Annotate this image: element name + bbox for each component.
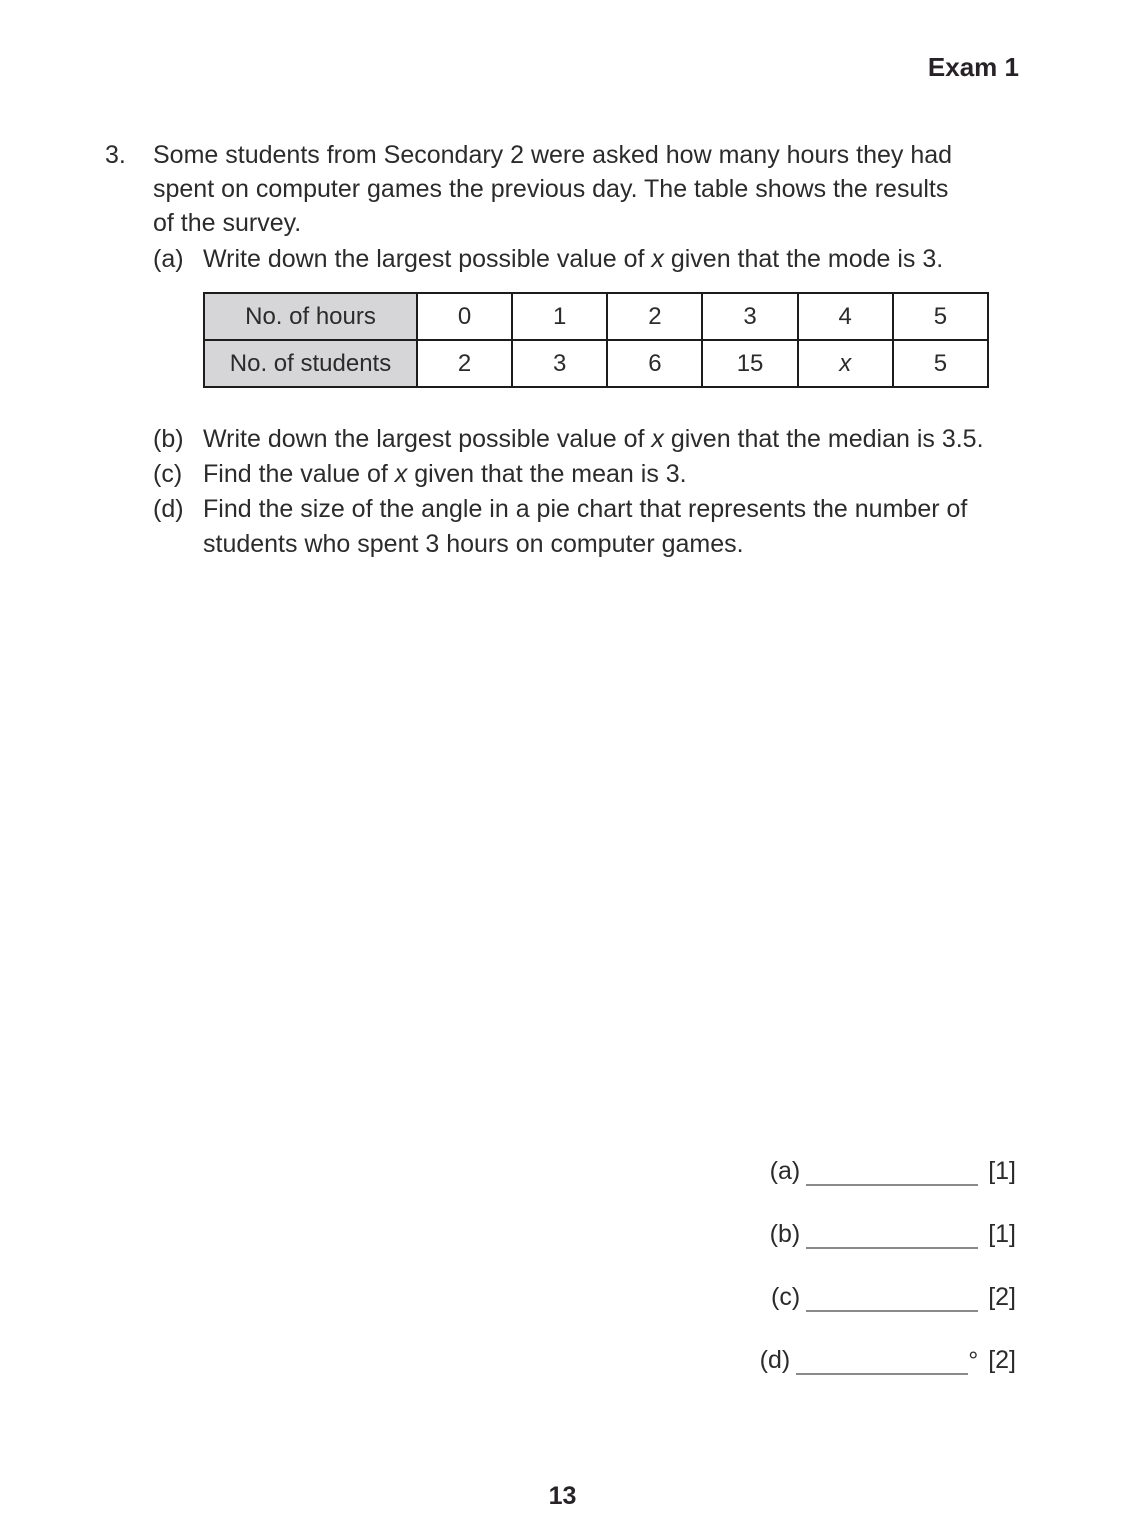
part-a-text xyxy=(203,242,1003,277)
answer-row-b xyxy=(706,1219,1016,1249)
part-d xyxy=(153,492,1025,562)
answer-marks-d: [2] xyxy=(988,1346,1016,1374)
answer-marks-c: [2] xyxy=(988,1283,1016,1311)
table-cell-hours-1: 1 xyxy=(512,293,607,340)
question-intro: Some students from Secondary 2 were asked how many hours they had spent on computer games the previous day. The table shows the results of the survey. xyxy=(153,141,953,237)
answer-label-c: (c) xyxy=(771,1283,801,1311)
table-row-students xyxy=(204,340,988,387)
table-cell-students-2: 6 xyxy=(607,340,702,387)
question-3 xyxy=(105,138,1025,562)
part-c-label: (c) xyxy=(153,460,183,488)
table-row-header-hours: No. of hours xyxy=(204,293,417,340)
part-d-label: (d) xyxy=(153,495,184,523)
answer-label-a: (a) xyxy=(769,1157,801,1185)
answer-row-d xyxy=(706,1345,1016,1375)
part-c xyxy=(153,457,1025,492)
answer-row-a xyxy=(706,1156,1016,1186)
part-d-text: Find the size of the angle in a pie chart that represents the number of students who spent 3 hours on computer games. xyxy=(203,495,968,558)
table-cell-hours-3: 3 xyxy=(702,293,797,340)
table-cell-hours-5: 5 xyxy=(893,293,988,340)
table-cell-hours-4: 4 xyxy=(798,293,893,340)
answer-marks-a: [1] xyxy=(988,1157,1016,1185)
part-b xyxy=(153,422,1025,457)
table-cell-students-x: x xyxy=(798,340,893,387)
exam-header-label: Exam 1 xyxy=(927,52,1019,82)
answer-marks-b: [1] xyxy=(988,1220,1016,1248)
answer-suffix-d: ° xyxy=(968,1347,979,1375)
part-b-variable: x xyxy=(651,425,664,453)
table-row-hours xyxy=(204,293,988,340)
answer-blank-d xyxy=(796,1349,968,1375)
part-b-text-pre: Write down the largest possible value of xyxy=(203,425,652,453)
answer-row-c xyxy=(706,1282,1016,1312)
part-b-text-post: given that the median is 3.5. xyxy=(663,425,984,453)
table-cell-hours-2: 2 xyxy=(607,293,702,340)
answer-blank-b xyxy=(806,1223,978,1249)
page-number: 13 xyxy=(548,1482,577,1510)
part-a-text-pre: Write down the largest possible value of xyxy=(203,245,652,273)
part-c-text-post: given that the mean is 3. xyxy=(407,460,687,488)
answer-blank-c xyxy=(806,1286,978,1312)
question-number: 3. xyxy=(105,141,126,169)
part-a-variable: x xyxy=(651,245,664,273)
part-c-text-pre: Find the value of xyxy=(203,460,395,488)
survey-table xyxy=(203,292,989,388)
part-a xyxy=(153,242,1025,277)
table-cell-hours-0: 0 xyxy=(417,293,512,340)
answer-label-d: (d) xyxy=(759,1346,791,1374)
table-row-header-students: No. of students xyxy=(204,340,417,387)
answer-label-b: (b) xyxy=(769,1220,801,1248)
table-cell-students-5: 5 xyxy=(893,340,988,387)
part-b-label: (b) xyxy=(153,425,184,453)
table-cell-students-0: 2 xyxy=(417,340,512,387)
part-c-variable: x xyxy=(394,460,408,488)
answer-section xyxy=(706,1156,1016,1408)
answer-blank-a xyxy=(806,1160,978,1186)
part-a-text-post: given that the mode is 3. xyxy=(663,245,944,273)
table-cell-students-1: 3 xyxy=(512,340,607,387)
part-a-label: (a) xyxy=(153,245,184,273)
table-cell-students-3: 15 xyxy=(702,340,797,387)
part-c-text xyxy=(203,457,1003,492)
part-b-text xyxy=(203,422,1003,457)
